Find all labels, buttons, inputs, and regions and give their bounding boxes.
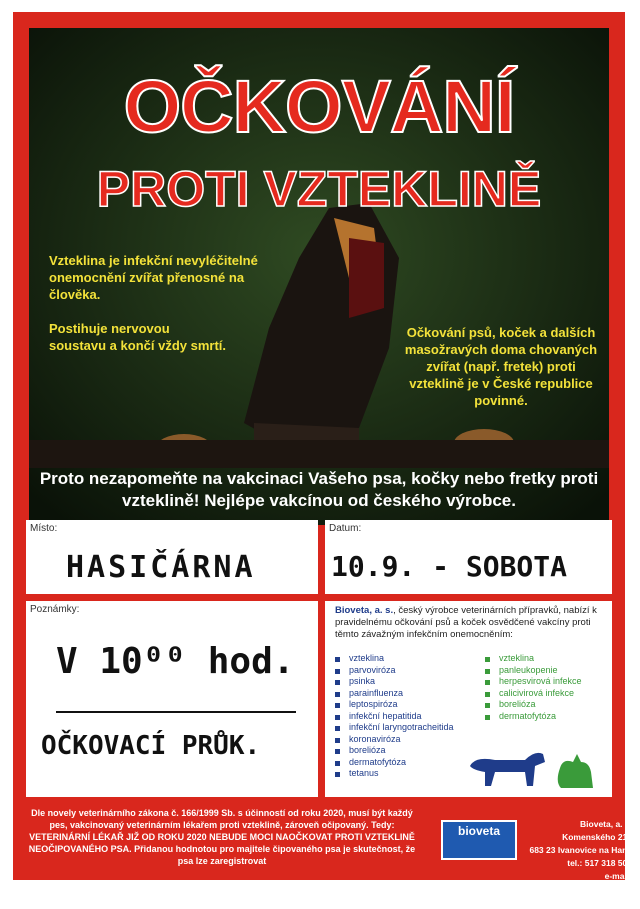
address-name: Bioveta, a. s. — [580, 819, 632, 829]
list-item: borelióza — [485, 699, 582, 711]
list-item: calicivirová infekce — [485, 688, 582, 700]
rabies-description: Vzteklina je infekční nevyléčitelné onemocnění zvířat přenosné na člověka. — [49, 253, 258, 302]
company-name: Bioveta, a. s. — [335, 605, 394, 616]
notes-time: V 10⁰⁰ hod. — [56, 641, 295, 682]
date-value: 10.9. - SOBOTA — [331, 550, 568, 583]
rabies-effect: Postihuje nervovou soustavu a končí vždy smrtí. — [49, 321, 227, 353]
notes-document: OČKOVACÍ PRŮK. — [41, 731, 261, 761]
info-intro — [335, 605, 597, 641]
address-web: www.bioveta.cz — [569, 897, 632, 907]
title-line-2: PROTI VZTEKLINĚ — [96, 161, 542, 217]
hero-image — [29, 28, 609, 525]
vaccination-banner: Proto nezapomeňte na vakcinaci Vašeho psa, kočky nebo fretky proti vzteklině! Nejlépe vakcínou od českého výrobce. — [39, 469, 599, 510]
address-street: Komenského 212 — [562, 832, 632, 842]
place-value: HASIČÁRNA — [66, 550, 256, 585]
notes-label: Poznámky: — [30, 604, 80, 615]
address-phone: tel.: 517 318 504 — [567, 858, 632, 868]
logo-text: bioveta — [457, 824, 500, 838]
place-box — [26, 520, 318, 594]
list-item: infekční laryngotracheitida — [335, 722, 454, 734]
list-item: koronaviróza — [335, 734, 454, 746]
dog-cat-icon — [465, 746, 610, 796]
list-item: psinka — [335, 676, 454, 688]
bioveta-logo — [441, 820, 517, 860]
list-item: vzteklina — [335, 653, 454, 665]
place-label: Místo: — [30, 523, 58, 534]
poster — [13, 12, 632, 907]
address-email: e-mail: prodejna@bioveta.cz — [546, 871, 632, 894]
vaccination-mandatory-text: Očkování psů, koček a dalších masožravých doma chovaných zvířat (např. fretek) proti vzteklině je v České republice povinné. — [404, 325, 598, 408]
notes-divider — [56, 711, 296, 713]
notes-box — [26, 601, 318, 797]
list-item: herpesvirová infekce — [485, 676, 582, 688]
intro-text: , český výrobce veterinárních přípravků, nabízí k pravidelnému očkování psů a koček osvědčené vakcíny proti těmto závažným infekčním onemocněním: — [335, 605, 597, 640]
list-item: dermatofytóza — [335, 757, 454, 769]
list-item: borelióza — [335, 745, 454, 757]
list-item: parainfluenza — [335, 688, 454, 700]
list-item: parvoviróza — [335, 665, 454, 677]
list-item: panleukopenie — [485, 665, 582, 677]
title-line-1: OČKOVÁNÍ — [123, 65, 515, 148]
legal-notice: Dle novely veterinárního zákona č. 166/1999 Sb. s účinností od roku 2020, musí být každý pes, vakcinovaný veterinárním lékařem proti vzteklině, zároveň očipovaný. Tedy: VETERINÁRNÍ LÉKAŘ JIŽ OD ROKU 2020 NEBUDE MOCI NAOČKOVAT PROTI VZTEKLINĚ NEOČIPOVANÉHO PSA. Přidanou hodnotou pro majitele čipovaného psa je skutečnost, že psa lze zaregistrovat — [28, 808, 416, 866]
list-item: vzteklina — [485, 653, 582, 665]
list-item: tetanus — [335, 768, 454, 780]
company-address — [518, 818, 632, 909]
list-item: infekční hepatitida — [335, 711, 454, 723]
date-label: Datum: — [329, 523, 362, 534]
list-item: dermatofytóza — [485, 711, 582, 723]
info-box — [325, 601, 612, 797]
list-item: leptospiróza — [335, 699, 454, 711]
dog-disease-list — [335, 653, 454, 780]
cat-disease-list — [485, 653, 582, 722]
address-city: 683 23 Ivanovice na Hané — [529, 845, 632, 855]
date-box — [325, 520, 612, 594]
